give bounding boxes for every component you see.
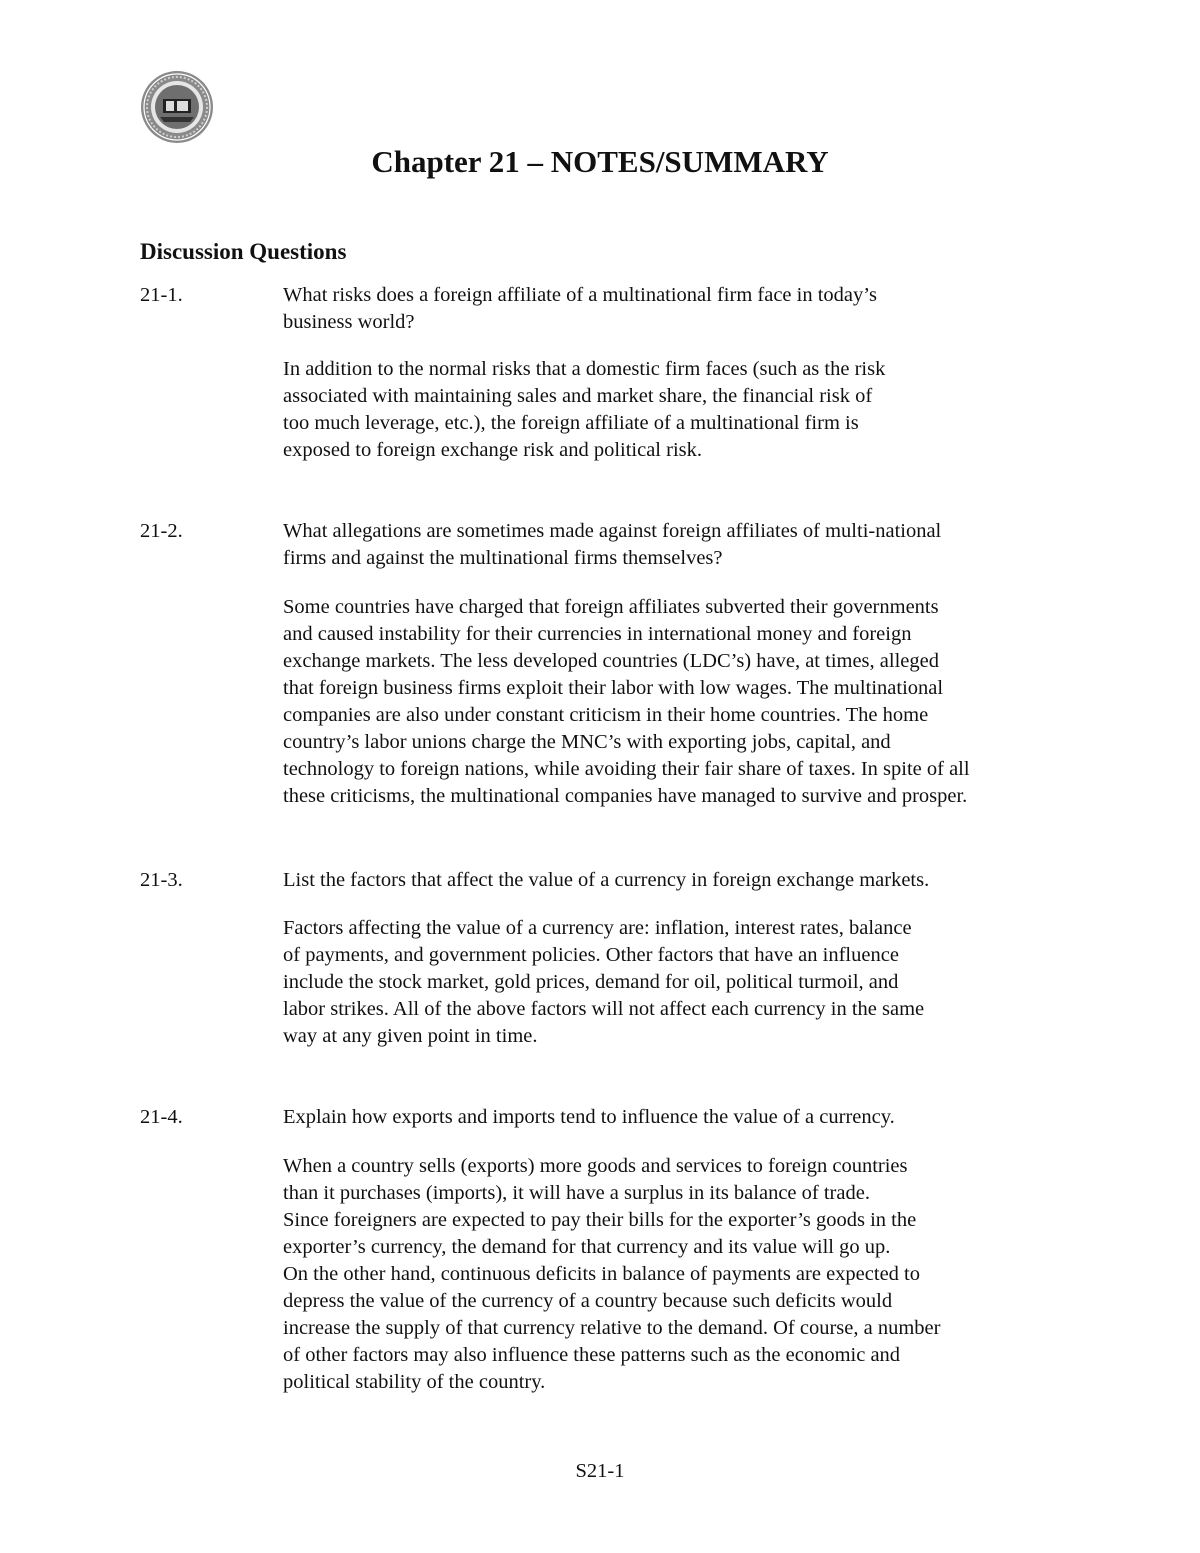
- question-text: List the factors that affect the value of a currency in foreign exchange markets.: [283, 869, 930, 891]
- question-number: 21-1.: [140, 284, 183, 306]
- answer-text: In addition to the normal risks that a domestic firm faces (such as the risk associated with maintaining sales and market share, the financial risk of too much leverage, etc.), the foreign affiliate of a multinational firm is exposed to foreign exchange risk and political risk.: [283, 358, 886, 461]
- question-text: Explain how exports and imports tend to influence the value of a currency.: [283, 1106, 895, 1128]
- answer-text: When a country sells (exports) more goods and services to foreign countries than it purchases (imports), it will have a surplus in its balance of trade. Since foreigners are expected to pay their bills for the exporter’s goods in the exporter’s currency, the demand for that currency and its value will go up. On the other hand, continuous deficits in balance of payments are expected to depress the value of the currency of a country because such deficits would increase the supply of that currency relative to the demand. Of course, a number of other factors may also influence these patterns such as the economic and political stability of the country.: [283, 1155, 941, 1393]
- seal-logo-icon: [140, 70, 214, 144]
- page-title: Chapter 21 – NOTES/SUMMARY: [371, 144, 829, 179]
- question-text: What allegations are sometimes made against foreign affiliates of multi-national firms and against the multinational firms themselves?: [283, 520, 942, 569]
- question-text: What risks does a foreign affiliate of a multinational firm face in today’s business world?: [283, 284, 877, 333]
- question-number: 21-3.: [140, 869, 183, 891]
- question-number: 21-4.: [140, 1106, 183, 1128]
- question-number: 21-2.: [140, 520, 183, 542]
- section-heading: Discussion Questions: [140, 239, 347, 264]
- page-number: S21-1: [575, 1460, 625, 1482]
- answer-text: Factors affecting the value of a currency are: inflation, interest rates, balance of payments, and government policies. Other factors that have an influence include the stock market, gold prices, demand for oil, political turmoil, and labor strikes. All of the above factors will not affect each currency in the same way at any given point in time.: [283, 917, 925, 1047]
- answer-text: Some countries have charged that foreign affiliates subverted their governments and caused instability for their currencies in international money and foreign exchange markets. The less developed countries (LDC’s) have, at times, alleged that foreign business firms exploit their labor with low wages. The multinational companies are also under constant criticism in their home countries. The home country’s labor unions charge the MNC’s with exporting jobs, capital, and technology to foreign nations, while avoiding their fair share of taxes. In spite of all these criticisms, the multinational companies have managed to survive and prosper.: [283, 596, 970, 807]
